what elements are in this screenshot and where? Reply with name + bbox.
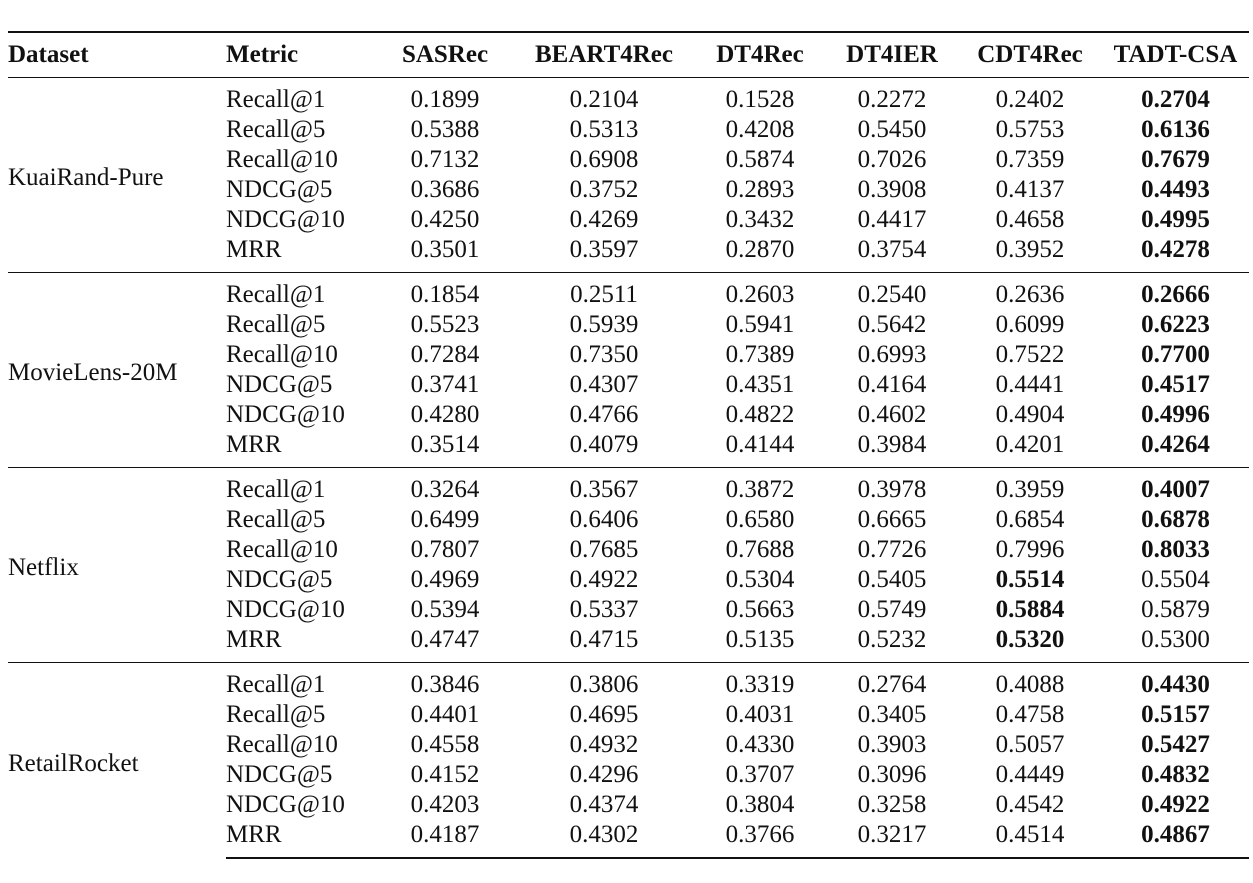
metric-cell: NDCG@5 — [226, 565, 333, 593]
value-cell: 0.2893 — [725, 175, 795, 203]
value-cell: 0.5642 — [857, 310, 927, 338]
dataset-cell: KuaiRand-Pure — [8, 164, 164, 191]
col-header-tadt-csa: TADT-CSA — [1102, 32, 1249, 77]
value-cell: 0.4766 — [569, 400, 639, 428]
value-cell: 0.5874 — [725, 145, 795, 173]
value-cell: 0.5135 — [725, 625, 795, 653]
value-cell: 0.4264 — [1141, 430, 1210, 458]
value-cell: 0.4269 — [569, 205, 639, 233]
value-cell: 0.3319 — [694, 662, 826, 700]
col-header-cdt4rec: CDT4Rec — [958, 32, 1102, 77]
value-cell: 0.2870 — [725, 235, 795, 263]
value-cell: 0.5884 — [995, 595, 1065, 623]
metric-cell: MRR — [226, 625, 282, 653]
value-cell: 0.5232 — [857, 625, 927, 653]
value-cell: 0.6878 — [1141, 505, 1210, 533]
value-cell: 0.3766 — [694, 820, 826, 858]
dataset-group — [8, 662, 1249, 858]
col-header-sasrec: SASRec — [376, 32, 514, 77]
value-cell: 0.4758 — [995, 700, 1065, 728]
dataset-group — [8, 77, 1249, 272]
metric-cell: Recall@10 — [226, 340, 338, 368]
col-header-dt4ier: DT4IER — [826, 32, 958, 77]
dataset-cell: Netflix — [8, 467, 226, 662]
metric-cell: NDCG@5 — [226, 760, 333, 788]
value-cell: 0.4031 — [725, 700, 795, 728]
value-cell: 0.3978 — [826, 467, 958, 505]
value-cell: 0.7350 — [569, 340, 639, 368]
metric-cell: MRR — [226, 430, 282, 458]
col-header-dataset: Dataset — [8, 32, 226, 77]
value-cell: 0.4904 — [995, 400, 1065, 428]
value-cell: 0.3959 — [958, 467, 1102, 505]
metric-cell: Recall@1 — [226, 662, 376, 700]
metric-cell: NDCG@5 — [226, 175, 333, 203]
value-cell: 0.5304 — [725, 565, 795, 593]
metric-cell: Recall@1 — [226, 85, 326, 113]
value-cell: 0.2636 — [958, 272, 1102, 310]
value-cell: 0.4401 — [410, 700, 480, 728]
value-cell: 0.6099 — [995, 310, 1065, 338]
value-cell: 0.2104 — [569, 85, 639, 113]
value-cell: 0.7688 — [725, 535, 795, 563]
metric-cell: Recall@10 — [226, 145, 338, 173]
value-cell: 0.2704 — [1141, 85, 1210, 113]
value-cell: 0.3741 — [410, 370, 480, 398]
value-cell: 0.4137 — [995, 175, 1065, 203]
value-cell: 0.7679 — [1141, 145, 1210, 173]
metric-cell: Recall@10 — [226, 730, 338, 758]
value-cell: 0.3806 — [514, 662, 694, 700]
dataset-cell: RetailRocket — [8, 662, 226, 858]
metric-cell: Recall@5 — [226, 505, 326, 533]
value-cell: 0.4867 — [1102, 820, 1249, 858]
value-cell: 0.3686 — [410, 175, 480, 203]
value-cell: 0.7026 — [857, 145, 927, 173]
value-cell: 0.6223 — [1141, 310, 1210, 338]
value-cell: 0.4302 — [514, 820, 694, 858]
value-cell: 0.5663 — [725, 595, 795, 623]
value-cell: 0.4995 — [1141, 205, 1210, 233]
value-cell: 0.2272 — [857, 85, 927, 113]
value-cell: 0.6406 — [569, 505, 639, 533]
value-cell: 0.3258 — [857, 790, 927, 818]
value-cell: 0.6665 — [857, 505, 927, 533]
col-header-beart4rec: BEART4Rec — [514, 32, 694, 77]
value-cell: 0.7389 — [725, 340, 795, 368]
metric-cell: Recall@5 — [226, 700, 326, 728]
value-cell: 0.5427 — [1141, 730, 1210, 758]
value-cell: 0.4152 — [410, 760, 480, 788]
value-cell: 0.4449 — [995, 760, 1065, 788]
value-cell: 0.4351 — [725, 370, 795, 398]
value-cell: 0.3405 — [857, 700, 927, 728]
value-cell: 0.5157 — [1141, 700, 1210, 728]
value-cell: 0.4922 — [1141, 790, 1210, 818]
value-cell: 0.3514 — [410, 430, 480, 458]
value-cell: 0.4307 — [569, 370, 639, 398]
dataset-group — [8, 272, 1249, 467]
value-cell: 0.3096 — [857, 760, 927, 788]
value-cell: 0.5300 — [1141, 625, 1210, 653]
value-cell: 0.2511 — [514, 272, 694, 310]
value-cell: 0.3754 — [857, 235, 927, 263]
value-cell: 0.5320 — [995, 625, 1065, 653]
value-cell: 0.3597 — [569, 235, 639, 263]
col-header-metric: Metric — [226, 32, 376, 77]
col-header-dt4rec: DT4Rec — [694, 32, 826, 77]
value-cell: 0.5057 — [995, 730, 1065, 758]
value-cell: 0.5753 — [995, 115, 1065, 143]
value-cell: 0.5879 — [1141, 595, 1210, 623]
value-cell: 0.4822 — [725, 400, 795, 428]
value-cell: 0.2764 — [826, 662, 958, 700]
metric-cell: Recall@10 — [226, 535, 338, 563]
results-table — [8, 31, 1249, 859]
value-cell: 0.4296 — [569, 760, 639, 788]
value-cell: 0.5749 — [857, 595, 927, 623]
value-cell: 0.5523 — [410, 310, 480, 338]
value-cell: 0.5941 — [725, 310, 795, 338]
metric-cell: NDCG@10 — [226, 595, 345, 623]
value-cell: 0.4441 — [995, 370, 1065, 398]
value-cell: 0.4715 — [569, 625, 639, 653]
value-cell: 0.7284 — [410, 340, 480, 368]
table-row — [8, 662, 1249, 700]
metric-cell: MRR — [226, 235, 282, 263]
value-cell: 0.4278 — [1141, 235, 1210, 263]
value-cell: 0.4493 — [1141, 175, 1210, 203]
value-cell: 0.1899 — [410, 85, 480, 113]
value-cell: 0.4969 — [410, 565, 480, 593]
dataset-cell: MovieLens-20M — [8, 272, 226, 467]
value-cell: 0.4517 — [1141, 370, 1210, 398]
metric-cell: Recall@5 — [226, 310, 326, 338]
value-cell: 0.7359 — [995, 145, 1065, 173]
value-cell: 0.1528 — [725, 85, 795, 113]
value-cell: 0.7996 — [995, 535, 1065, 563]
value-cell: 0.3804 — [725, 790, 795, 818]
table-row — [8, 77, 1249, 115]
metric-cell: Recall@1 — [226, 467, 376, 505]
value-cell: 0.4417 — [857, 205, 927, 233]
value-cell: 0.4922 — [569, 565, 639, 593]
value-cell: 0.5388 — [410, 115, 480, 143]
value-cell: 0.4187 — [376, 820, 514, 858]
table-header — [8, 32, 1249, 77]
metric-cell: MRR — [226, 820, 376, 858]
value-cell: 0.4932 — [569, 730, 639, 758]
value-cell: 0.7807 — [410, 535, 480, 563]
value-cell: 0.6136 — [1141, 115, 1210, 143]
value-cell: 0.7685 — [569, 535, 639, 563]
value-cell: 0.4747 — [410, 625, 480, 653]
value-cell: 0.5514 — [995, 565, 1065, 593]
value-cell: 0.3952 — [995, 235, 1065, 263]
value-cell: 0.4832 — [1141, 760, 1210, 788]
value-cell: 0.4164 — [857, 370, 927, 398]
value-cell: 0.4602 — [857, 400, 927, 428]
value-cell: 0.2666 — [1102, 272, 1249, 310]
value-cell: 0.6854 — [995, 505, 1065, 533]
value-cell: 0.4658 — [995, 205, 1065, 233]
value-cell: 0.4430 — [1102, 662, 1249, 700]
metric-cell: NDCG@10 — [226, 790, 345, 818]
value-cell: 0.3501 — [410, 235, 480, 263]
value-cell: 0.3707 — [725, 760, 795, 788]
value-cell: 0.4007 — [1102, 467, 1249, 505]
value-cell: 0.6908 — [569, 145, 639, 173]
value-cell: 0.6993 — [857, 340, 927, 368]
metric-cell: Recall@5 — [226, 115, 326, 143]
value-cell: 0.4542 — [995, 790, 1065, 818]
value-cell: 0.5405 — [857, 565, 927, 593]
value-cell: 0.4201 — [995, 430, 1065, 458]
table-row — [8, 272, 1249, 310]
dataset-group — [8, 467, 1249, 662]
value-cell: 0.4330 — [725, 730, 795, 758]
value-cell: 0.4996 — [1141, 400, 1210, 428]
metric-cell: NDCG@10 — [226, 205, 345, 233]
value-cell: 0.1854 — [376, 272, 514, 310]
value-cell: 0.4250 — [410, 205, 480, 233]
value-cell: 0.4144 — [725, 430, 795, 458]
metric-cell: NDCG@10 — [226, 400, 345, 428]
value-cell: 0.3752 — [569, 175, 639, 203]
value-cell: 0.7726 — [857, 535, 927, 563]
value-cell: 0.4088 — [958, 662, 1102, 700]
value-cell: 0.4514 — [958, 820, 1102, 858]
value-cell: 0.2603 — [694, 272, 826, 310]
value-cell: 0.6499 — [410, 505, 480, 533]
value-cell: 0.3908 — [857, 175, 927, 203]
value-cell: 0.6580 — [725, 505, 795, 533]
header-row — [8, 32, 1249, 77]
value-cell: 0.3432 — [725, 205, 795, 233]
value-cell: 0.5313 — [569, 115, 639, 143]
value-cell: 0.3846 — [376, 662, 514, 700]
value-cell: 0.4203 — [410, 790, 480, 818]
value-cell: 0.4558 — [410, 730, 480, 758]
metric-cell: Recall@1 — [226, 272, 376, 310]
value-cell: 0.4695 — [569, 700, 639, 728]
value-cell: 0.5504 — [1141, 565, 1210, 593]
value-cell: 0.2540 — [826, 272, 958, 310]
value-cell: 0.4079 — [569, 430, 639, 458]
value-cell: 0.3903 — [857, 730, 927, 758]
value-cell: 0.3872 — [694, 467, 826, 505]
value-cell: 0.3567 — [514, 467, 694, 505]
value-cell: 0.3984 — [857, 430, 927, 458]
value-cell: 0.2402 — [995, 85, 1065, 113]
value-cell: 0.8033 — [1141, 535, 1210, 563]
value-cell: 0.3264 — [376, 467, 514, 505]
value-cell: 0.7132 — [410, 145, 480, 173]
value-cell: 0.5939 — [569, 310, 639, 338]
value-cell: 0.5394 — [410, 595, 480, 623]
value-cell: 0.4280 — [410, 400, 480, 428]
value-cell: 0.5337 — [569, 595, 639, 623]
metric-cell: NDCG@5 — [226, 370, 333, 398]
value-cell: 0.4374 — [569, 790, 639, 818]
table-row — [8, 467, 1249, 505]
value-cell: 0.5450 — [857, 115, 927, 143]
value-cell: 0.7700 — [1141, 340, 1210, 368]
value-cell: 0.4208 — [725, 115, 795, 143]
value-cell: 0.3217 — [826, 820, 958, 858]
value-cell: 0.7522 — [995, 340, 1065, 368]
